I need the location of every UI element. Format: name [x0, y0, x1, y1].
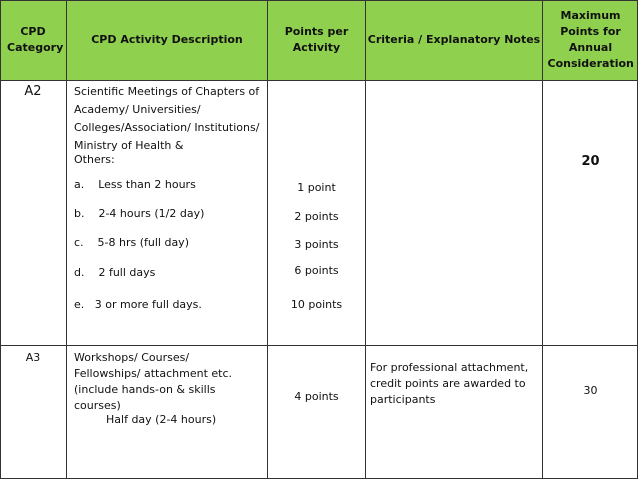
a2-category: A2 — [24, 84, 42, 99]
header-cpd-category: CPD Category — [7, 25, 64, 54]
a2-max-points: 20 — [581, 154, 600, 169]
a2-item-d: d. 2 full days — [74, 266, 156, 279]
grid-line — [66, 0, 67, 479]
a2-points-b: 2 points — [294, 210, 339, 223]
grid-line — [0, 80, 638, 81]
a2-item-c: c. 5-8 hrs (full day) — [74, 236, 189, 249]
a3-description-line: Fellowships/ attachment etc. — [74, 367, 233, 380]
grid-line — [0, 0, 1, 479]
a3-category: A3 — [25, 351, 41, 364]
grid-line — [0, 345, 638, 346]
a2-points-a: 1 point — [297, 181, 336, 194]
a2-description-line: Academy/ Universities/ — [74, 103, 201, 116]
a3-criteria-line: For professional attachment, — [370, 361, 529, 374]
a2-item-b: b. 2-4 hours (1/2 day) — [74, 207, 205, 220]
a2-description-line: Ministry of Health & — [74, 139, 184, 152]
a3-description-line: courses) — [74, 399, 121, 412]
a2-points-d: 6 points — [294, 264, 339, 277]
header-points-per-activity: Points per Activity — [284, 25, 349, 54]
a2-description-line: Colleges/Association/ Institutions/ — [74, 121, 260, 134]
a2-description-line: Scientific Meetings of Chapters of — [74, 85, 260, 98]
grid-line — [542, 0, 543, 479]
header-activity-description: CPD Activity Description — [91, 33, 243, 46]
a3-description-line: Half day (2-4 hours) — [106, 413, 217, 426]
a3-criteria-line: participants — [370, 393, 436, 406]
header-criteria-notes: Criteria / Explanatory Notes — [367, 33, 541, 46]
grid-line — [0, 0, 638, 1]
header-max-points: Maximum Points for Annual Consideration — [547, 9, 634, 70]
a3-description-line: Workshops/ Courses/ — [74, 351, 190, 364]
a2-points-c: 3 points — [294, 238, 339, 251]
a3-max-points: 30 — [583, 384, 598, 397]
a3-points: 4 points — [294, 390, 339, 403]
a2-item-e: e. 3 or more full days. — [74, 298, 202, 311]
a2-points-e: 10 points — [290, 298, 343, 311]
a3-criteria-line: credit points are awarded to — [370, 377, 526, 390]
a3-description-line: (include hands-on & skills — [74, 383, 216, 396]
grid-line — [365, 0, 366, 479]
a2-item-a: a. Less than 2 hours — [74, 178, 196, 191]
a2-description-line: Others: — [74, 153, 115, 166]
